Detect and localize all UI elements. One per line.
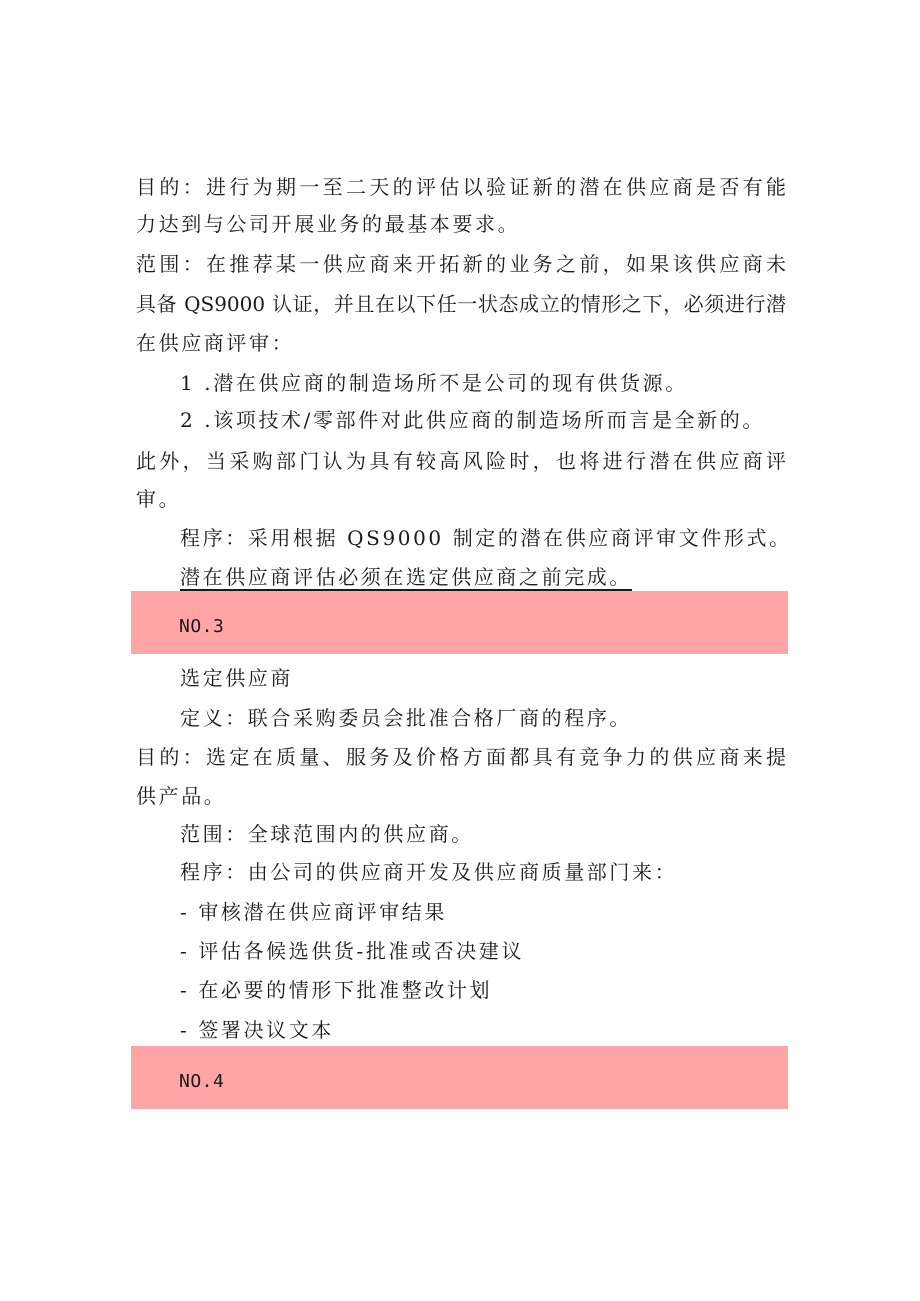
section-3-procedure: 程序：由公司的供应商开发及供应商质量部门来：: [180, 860, 678, 884]
extra-paragraph-line-2: 审。: [136, 487, 182, 511]
section-3-purpose-line-1: 目的：选定在质量、服务及价格方面都具有竞争力的供应商来提: [136, 745, 786, 769]
section-3-title: 选定供应商: [180, 666, 293, 690]
section-3-purpose-line-2: 供产品。: [136, 784, 227, 808]
underlined-note: 潜在供应商评估必须在选定供应商之前完成。: [180, 565, 632, 589]
scope-paragraph-line-2: 具备 QS9000 认证，并且在以下任一状态成立的情形之下，必须进行潜: [136, 292, 786, 316]
condition-item-2: 2 .该项技术/零部件对此供应商的制造场所而言是全新的。: [180, 408, 765, 432]
procedure-paragraph: 程序：采用根据 QS9000 制定的潜在供应商评审文件形式。: [180, 526, 792, 550]
list-item: - 签署决议文本: [180, 1018, 334, 1042]
purpose-paragraph-line-1: 目的：进行为期一至二天的评估以验证新的潜在供应商是否有能: [136, 175, 786, 199]
section-4-number: NO.4: [179, 1071, 225, 1092]
section-3-definition: 定义：联合采购委员会批准合格厂商的程序。: [180, 706, 632, 730]
section-3-scope: 范围：全球范围内的供应商。: [180, 822, 474, 846]
purpose-paragraph-line-2: 力达到与公司开展业务的最基本要求。: [136, 212, 521, 236]
scope-paragraph-line-3: 在供应商评审：: [136, 331, 295, 355]
condition-item-1: 1 .潜在供应商的制造场所不是公司的现有供货源。: [180, 371, 688, 395]
scope-paragraph-line-1: 范围：在推荐某一供应商来开拓新的业务之前，如果该供应商未: [136, 252, 786, 276]
list-item: - 审核潜在供应商评审结果: [180, 900, 447, 924]
list-item: - 评估各候选供货-批准或否决建议: [180, 939, 525, 963]
section-3-number: NO.3: [179, 616, 225, 637]
section-3-header-band: [131, 591, 788, 654]
section-4-header-band: [131, 1046, 788, 1109]
list-item: - 在必要的情形下批准整改计划: [180, 978, 493, 1002]
extra-paragraph-line-1: 此外，当采购部门认为具有较高风险时，也将进行潜在供应商评: [136, 449, 786, 473]
